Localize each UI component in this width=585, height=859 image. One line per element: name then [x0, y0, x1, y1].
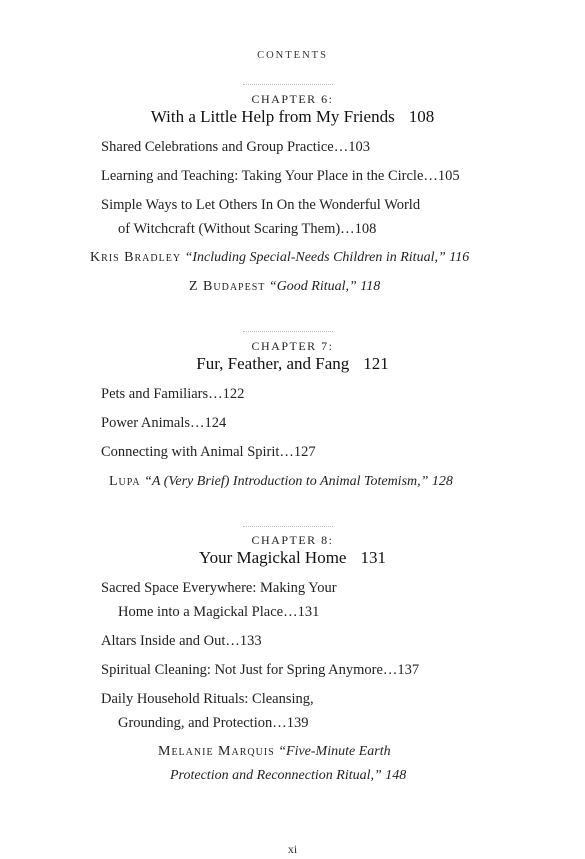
essay-author: Kris Bradley — [90, 250, 182, 265]
essay-title: “Good Ritual,” 118 — [268, 279, 381, 294]
chapter-7-title — [0, 354, 585, 374]
toc-entry[interactable]: Connecting with Animal Spirit…127 — [101, 444, 316, 460]
chapter-6-title-text: With a Little Help from My Friends — [150, 107, 395, 126]
running-head: CONTENTS — [257, 50, 328, 61]
toc-entry[interactable]: Spiritual Cleaning: Not Just for Spring Anymore…137 — [101, 662, 420, 678]
toc-entry[interactable]: Power Animals…124 — [101, 415, 227, 431]
chapter-divider — [243, 331, 333, 332]
toc-entry[interactable] — [101, 193, 420, 241]
chapter-7-title-text: Fur, Feather, and Fang — [196, 354, 350, 373]
essay-author: Melanie Marquis — [158, 744, 275, 759]
essay-title: “Including Special-Needs Children in Ritual,” 116 — [184, 250, 470, 265]
chapter-6-label: CHAPTER 6: — [251, 92, 334, 106]
essay-entry[interactable] — [90, 246, 469, 270]
chapter-6-title — [0, 107, 585, 127]
toc-entry-line: Grounding, and Protection…139 — [118, 715, 309, 731]
chapter-8-page: 131 — [360, 548, 386, 567]
essay-title: “Five-Minute Earth — [278, 744, 391, 759]
chapter-divider — [243, 526, 333, 527]
chapter-8-title — [0, 548, 585, 568]
toc-entry-line: Sacred Space Everywhere: Making Your — [101, 580, 337, 596]
essay-entry[interactable] — [158, 740, 391, 764]
chapter-divider — [243, 84, 333, 85]
essay-title: “A (Very Brief) Introduction to Animal Totemism,” 128 — [144, 474, 453, 489]
toc-entry[interactable] — [101, 576, 337, 624]
chapter-6-page: 108 — [408, 107, 435, 126]
toc-entry[interactable]: Shared Celebrations and Group Practice…103 — [101, 139, 370, 155]
essay-author: Lupa — [109, 474, 141, 489]
toc-entry-line: Home into a Magickal Place…131 — [118, 604, 320, 620]
essay-author: Z Budapest — [189, 279, 266, 294]
chapter-7-page: 121 — [363, 354, 389, 373]
toc-entry[interactable]: Altars Inside and Out…133 — [101, 633, 262, 649]
chapter-7-label: CHAPTER 7: — [251, 339, 334, 353]
toc-entry-line: Simple Ways to Let Others In On the Wonderful World — [101, 197, 421, 213]
chapter-8-label: CHAPTER 8: — [251, 533, 334, 547]
toc-entry[interactable]: Pets and Familiars…122 — [101, 386, 245, 402]
toc-entry-line: Daily Household Rituals: Cleansing, — [101, 691, 314, 707]
essay-entry[interactable] — [189, 275, 380, 299]
essay-entry[interactable] — [109, 470, 453, 494]
toc-entry-line: of Witchcraft (Without Scaring Them)…108 — [118, 221, 377, 237]
toc-entry[interactable]: Learning and Teaching: Taking Your Place in the Circle…105 — [101, 168, 460, 184]
toc-entry[interactable] — [101, 687, 314, 735]
page-number: xi — [287, 842, 298, 856]
essay-entry-continuation — [170, 764, 406, 788]
essay-title: Protection and Reconnection Ritual,” 148 — [170, 768, 407, 783]
chapter-8-title-text: Your Magickal Home — [199, 548, 347, 567]
